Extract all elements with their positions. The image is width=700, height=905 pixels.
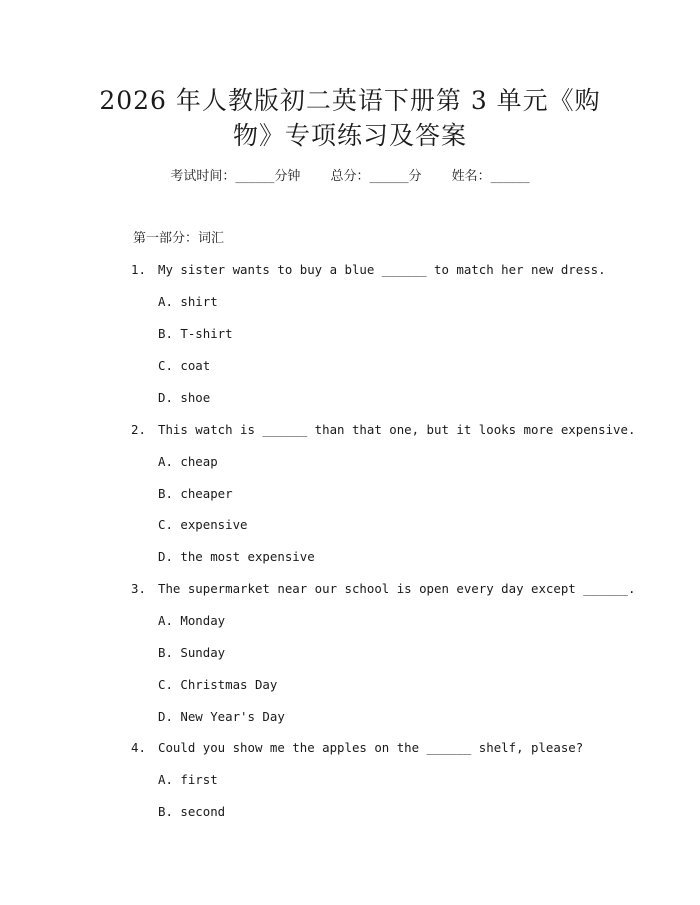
document-title-line-2: 物》专项练习及答案	[232, 121, 467, 150]
section-heading: 第一部分：词汇	[133, 231, 225, 246]
question-number: 1.	[131, 262, 146, 277]
answer-option: B. second	[158, 804, 226, 819]
question-text: My sister wants to buy a blue ______ to match her new dress.	[158, 262, 606, 277]
answer-option: D. shoe	[158, 390, 211, 405]
answer-option: C. Christmas Day	[158, 677, 278, 692]
answer-option: A. cheap	[158, 454, 218, 469]
exam-info	[0, 167, 700, 187]
exam-score: 总分：______分	[330, 169, 422, 184]
student-name: 姓名：______	[451, 169, 530, 184]
question-text: This watch is ______ than that one, but it looks more expensive.	[158, 422, 636, 437]
question-number: 3.	[131, 581, 146, 596]
question-text: Could you show me the apples on the ______ shelf, please?	[158, 740, 584, 755]
exam-time: 考试时间：______分钟	[170, 169, 301, 184]
answer-option: C. expensive	[158, 517, 248, 532]
answer-option: D. New Year's Day	[158, 709, 285, 724]
answer-option: A. first	[158, 772, 218, 787]
document-title-line-1: 2026 年人教版初二英语下册第 3 单元《购	[99, 86, 601, 115]
answer-option: B. Sunday	[158, 645, 226, 660]
answer-option: D. the most expensive	[158, 549, 315, 564]
question-number: 2.	[131, 422, 146, 437]
answer-option: A. Monday	[158, 613, 226, 628]
question-text: The supermarket near our school is open every day except ______.	[158, 581, 636, 596]
answer-option: B. T-shirt	[158, 326, 233, 341]
answer-option: A. shirt	[158, 294, 218, 309]
question-number: 4.	[131, 740, 146, 755]
answer-option: C. coat	[158, 358, 211, 373]
answer-option: B. cheaper	[158, 486, 233, 501]
